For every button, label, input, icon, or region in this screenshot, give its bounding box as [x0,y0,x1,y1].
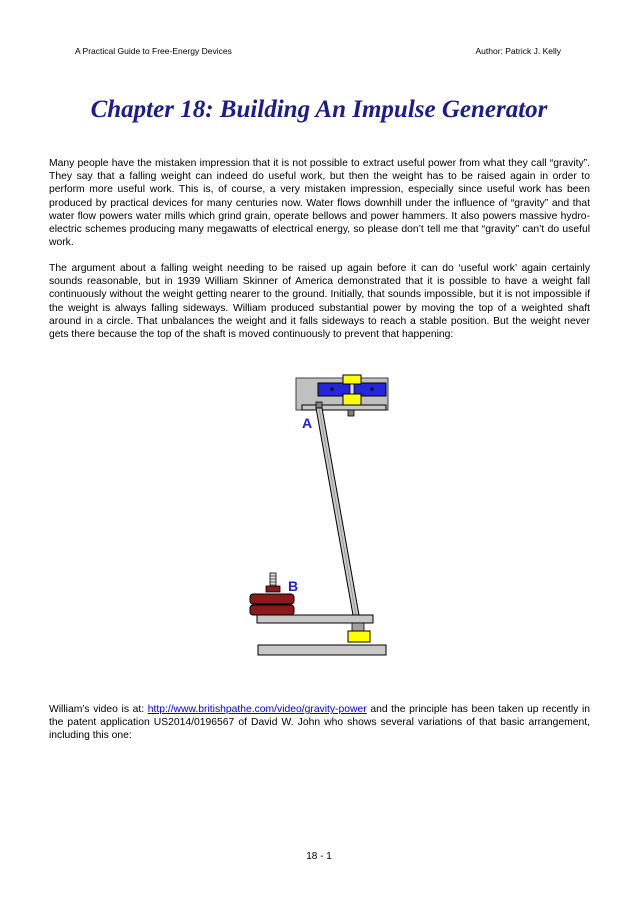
label-a: A [302,415,313,431]
lower-arm [257,615,373,623]
impulse-generator-diagram [244,372,392,658]
paragraph3-text-end: and the principle has been taken up recently in the patent application US2014/0196567 of David W. John who shows several variations of that basic arrangement, including this one: [49,704,590,742]
weight-disc-1 [250,594,294,604]
weight-disc-2 [250,605,294,615]
page-number: 18 - 1 [306,851,332,862]
bar-rivet-left [330,387,333,390]
paragraph3-text-start: William’s video is at: [49,704,148,715]
label-b: B [288,578,299,594]
chapter-title: Chapter 18: Building An Impulse Generator [90,96,548,123]
paragraph-video-link [49,703,590,743]
weight-nut [266,586,280,592]
top-bearing-block [343,394,361,405]
lower-bearing [348,631,370,642]
bar-rivet-right [370,387,373,390]
top-bearing-cap [343,375,361,384]
header-book-title: A Practical Guide to Free-Energy Devices [75,46,232,56]
shaft-centerline [319,408,356,615]
lower-pivot [352,623,364,631]
header-author: Author: Patrick J. Kelly [475,46,561,56]
paragraph-gravity-intro: Many people have the mistaken impression that it is not possible to extract useful power from what they call “gravity”. They say that a falling weight can indeed do useful work, but then the weight has to be raised again in order to perform more useful work. This is, of course, a very mistaken impression, especially since useful work has been produced by practical devices for many centuries now. Water flows downhill under the influence of “gravity” and that water flow powers water mills which grind grain, operate bellows and power hammers. It also powers massive hydro-electric schemes producing many megawatts of electrical energy, so please don’t tell me that “gravity” can’t do useful work. [49,158,590,249]
shaft-top-joint [316,402,322,408]
top-pivot-nut [348,410,354,416]
top-plate [302,405,386,410]
paragraph-skinner: The argument about a falling weight needing to be raised up again before it can do ‘useful work’ again certainly sounds reasonable, but in 1939 William Skinner of America demonstrated that it is possible to have a weight fall continuously without the weight getting nearer to the ground. Initially, that sounds impossible, but it is not impossible if the weight is always falling sideways. William produced substantial power by moving the top of a weighted shaft around in a circle. That unbalances the weight and it falls sideways to reach a stable position. But the weight never gets there because the top of the shaft is moved continuously to prevent that happening: [49,263,590,341]
british-pathe-video-link[interactable]: http://www.britishpathe.com/video/gravity-power [147,704,367,715]
top-spindle [350,384,354,394]
base-plate [258,645,386,655]
